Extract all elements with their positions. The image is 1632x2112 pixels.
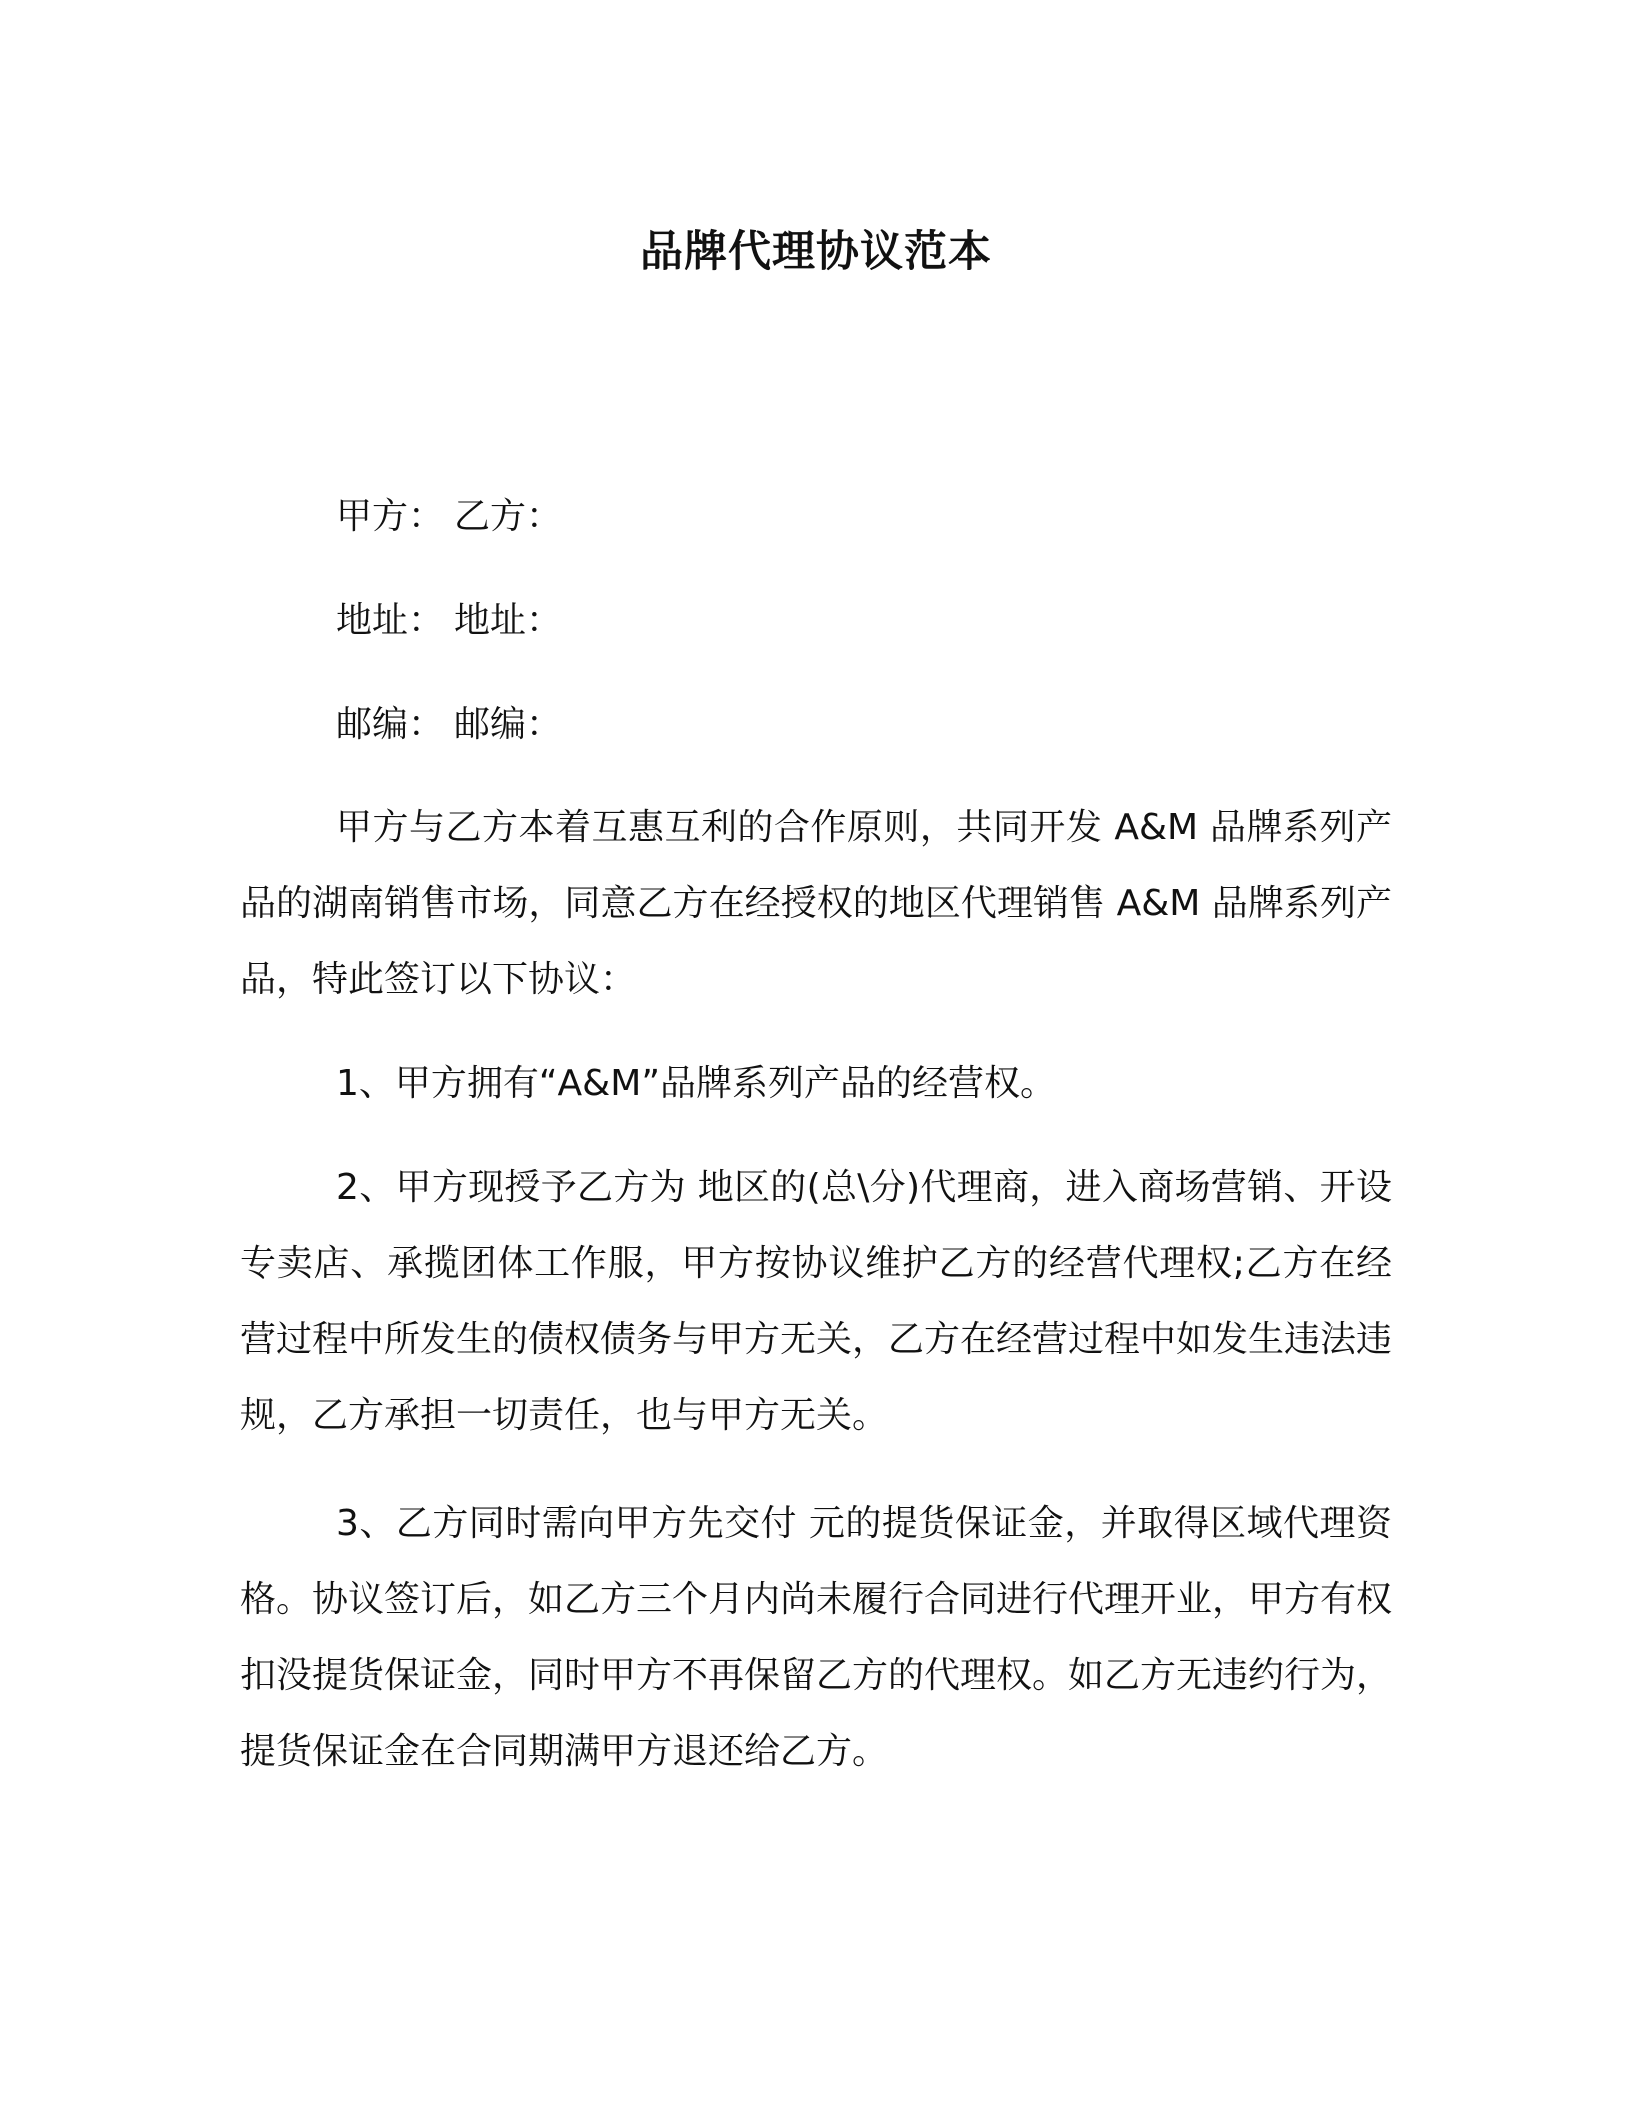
clause-3: 3、乙方同时需向甲方先交付 元的提货保证金，并取得区域代理资格。协议签订后，如乙方三个月内尚未履行合同进行代理开业，甲方有权扣没提货保证金，同时甲方不再保留乙方的代理权。如乙方无违约行为，提货保证金在合同期满甲方退还给乙方。 [240, 1503, 1393, 1772]
party-a-label: 甲方： [336, 496, 445, 537]
intro-paragraph: 甲方与乙方本着互惠互利的合作原则，共同开发 A&M 品牌系列产品的湖南销售市场，同意乙方在经授权的地区代理销售 A&M 品牌系列产品，特此签订以下协议： [240, 807, 1392, 1000]
party-a-address-label: 地址： [336, 600, 445, 641]
document-title: 品牌代理协议范本 [640, 227, 992, 277]
party-b-label: 乙方： [454, 496, 563, 537]
clause-2: 2、甲方现授予乙方为 地区的(总\分)代理商，进入商场营销、开设专卖店、承揽团体工作服，甲方按协议维护乙方的经营代理权;乙方在经营过程中所发生的债权债务与甲方无关，乙方在经营过程中如发生违法违规，乙方承担一切责任，也与甲方无关。 [240, 1167, 1393, 1436]
address-row [336, 596, 562, 646]
party-a-postcode-label: 邮编： [336, 704, 445, 745]
party-name-row [336, 492, 562, 542]
postcode-row [336, 700, 562, 750]
party-b-address-label: 地址： [454, 600, 563, 641]
clause-1: 1、甲方拥有“A&M”品牌系列产品的经营权。 [336, 1063, 1056, 1104]
party-b-postcode-label: 邮编： [454, 704, 563, 745]
